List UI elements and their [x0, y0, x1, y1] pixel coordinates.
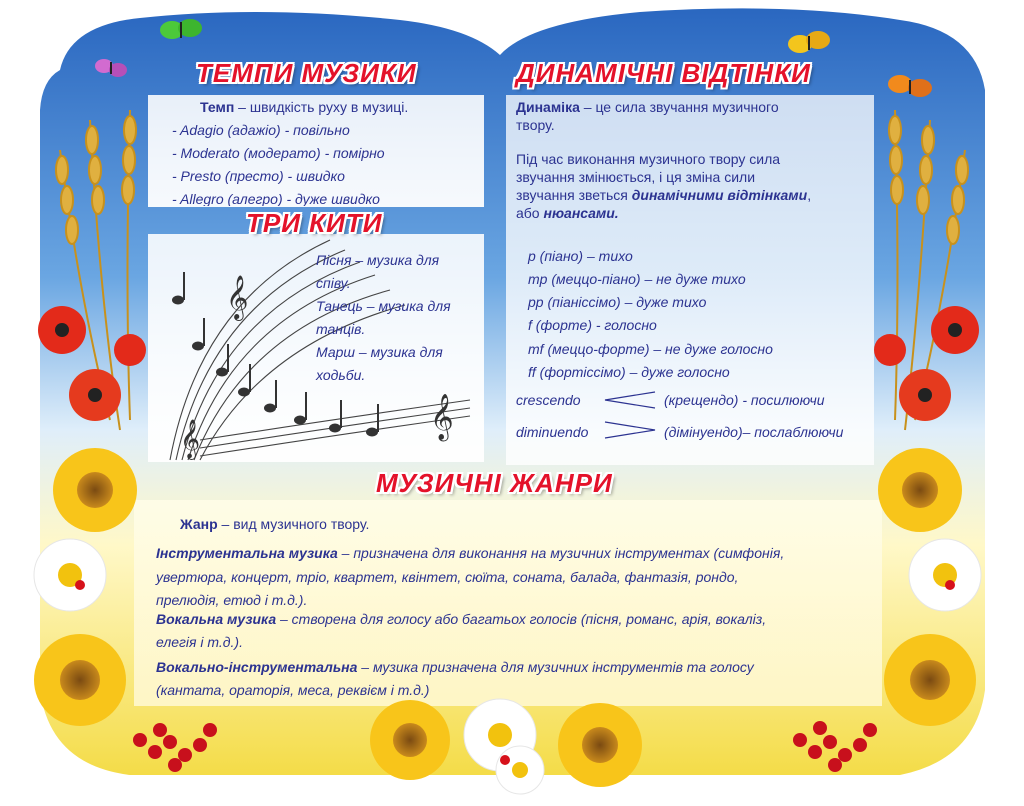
whale-item-march-line2: ходьби.	[316, 367, 366, 383]
genres-title: МУЗИЧНІ ЖАНРИ	[376, 468, 613, 498]
three-whales-title: ТРИ КИТИ	[246, 208, 383, 238]
tempo-definition: Темп – швидкість руху в музиці.	[200, 99, 409, 115]
dynamics-item: pp (піаніссімо) – дуже тихо	[528, 294, 707, 310]
tempo-item: - Allegro (алегро) - дуже швидко	[172, 191, 380, 206]
genre-vocal-instrumental: Вокально-інструментальна – музика призначена для музичних інструментів та голосу	[156, 659, 754, 675]
dynamics-item: ff (фортіссімо) – дуже голосно	[528, 364, 730, 380]
whale-item-dance-line2: танців.	[316, 321, 366, 337]
whale-item-song: Пісня – музика для	[316, 252, 440, 268]
dynamics-item: f (форте) - голосно	[528, 317, 657, 333]
tempo-item: - Adagio (адажіо) - повільно	[172, 122, 350, 138]
tempo-item: - Presto (престо) - швидко	[172, 168, 345, 184]
dynamics-title: ДИНАМІЧНІ ВІДТІНКИ	[516, 58, 811, 88]
genre-instrumental: Інструментальна музика – призначена для виконання на музичних інструментах (симфонія,	[156, 545, 785, 561]
tempo-item: - Moderato (модерато) - помірно	[172, 145, 385, 161]
svg-text:𝄞: 𝄞	[430, 394, 454, 440]
whale-item-march: Марш – музика для	[316, 344, 443, 360]
tempo-title: ТЕМПИ МУЗИКИ	[196, 58, 417, 88]
whale-item-dance: Танець – музика для	[316, 298, 451, 314]
dynamics-item: mf (меццо-форте) – не дуже голосно	[528, 341, 773, 357]
diminuendo-desc: (дімінуендо)– послаблюючи	[664, 424, 844, 440]
dynamics-item: mp (меццо-піано) – не дуже тихо	[528, 271, 746, 287]
svg-text:𝄞: 𝄞	[180, 419, 201, 459]
dynamics-paragraph-line2: звучання змінюється, і ця зміна сили	[516, 169, 756, 185]
crescendo-term: crescendo	[516, 392, 581, 408]
genre-vocal-line2: елегія і т.д.).	[156, 634, 243, 650]
crescendo-desc: (крещендо) - посилюючи	[664, 392, 825, 408]
diminuendo-term: diminuendo	[516, 424, 589, 440]
svg-text:𝄞: 𝄞	[226, 275, 249, 319]
dynamics-definition-line2: твору.	[516, 117, 555, 133]
dynamics-paragraph-line1: Під час виконання музичного твору сила	[516, 151, 781, 167]
dynamics-paragraph-line4: або нюансами.	[516, 205, 619, 221]
genres-definition: Жанр – вид музичного твору.	[180, 516, 370, 532]
genre-instrumental-line3: прелюдія, етюд і т.д.).	[156, 592, 308, 608]
dynamics-item: p (піано) – тихо	[528, 248, 633, 264]
dynamics-paragraph-line3: звучання зветься динамічними відтінками,	[516, 187, 812, 203]
dynamics-definition: Динаміка – це сила звучання музичного	[516, 99, 779, 115]
genre-vocal: Вокальна музика – створена для голосу або багатьох голосів (пісня, романс, арія, вокаліз,	[156, 611, 767, 627]
genre-instrumental-line2: увертюра, концерт, тріо, квартет, квінтет, сюїта, соната, балада, фантазія, рондо,	[156, 569, 739, 585]
genre-vocal-instrumental-line2: (кантата, ораторія, меса, реквієм і т.д.)	[156, 682, 430, 698]
whale-item-song-line2: співу.	[316, 275, 351, 291]
